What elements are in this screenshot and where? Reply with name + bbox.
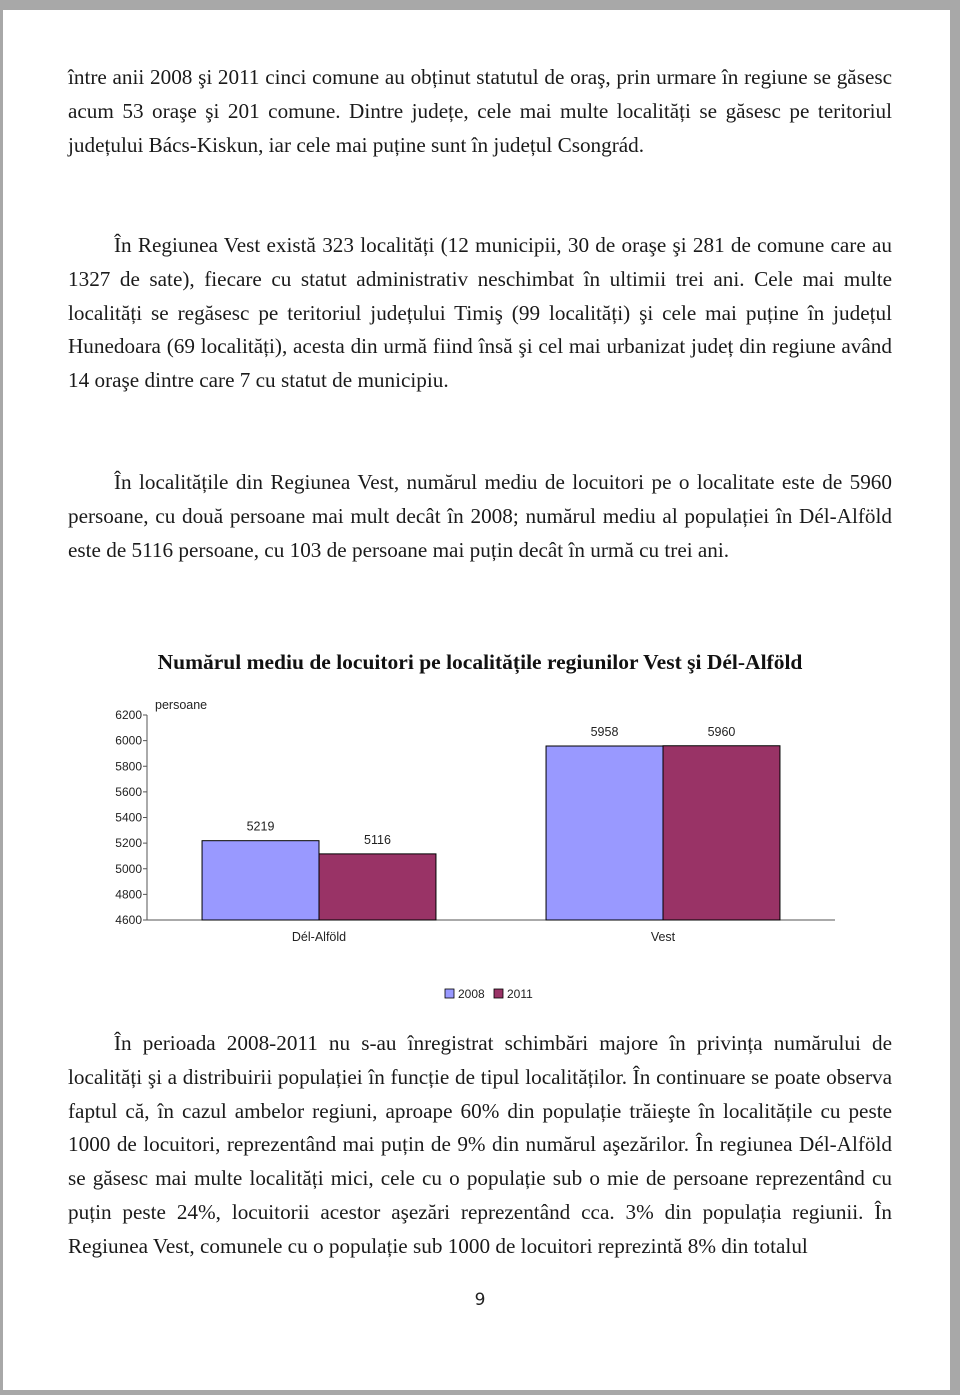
data-label: 5116 — [364, 832, 391, 847]
paragraph-2: În Regiunea Vest există 323 localități (12 municipii, 30 de oraşe şi 281 de comune care au 1327 de sate), fiecare cu statut administrativ neschimbat în ultimii trei ani. Cele mai multe localități se regăsesc pe teritoriul județului Timiş (99 localități) şi cele mai puține în județul Hunedoara (69 localități), acesta din urmă fiind însă şi cel mai urbanizat județ din regiune având 14 oraşe dintre care 7 cu statut de municipiu. — [68, 233, 892, 393]
data-label: 5960 — [707, 724, 736, 739]
legend-label: 2011 — [507, 987, 533, 1001]
bar — [663, 746, 780, 920]
legend-swatch — [494, 989, 503, 998]
y-tick-label: 6200 — [115, 708, 142, 722]
y-tick-label: 4600 — [115, 913, 142, 927]
paragraph-3: În localitățile din Regiunea Vest, numărul mediu de locuitori pe o localitate este de 5960 persoane, cu două persoane mai mult decât în 2008; numărul mediu al populației în Dél-Alföld este de 5116 persoane, cu 103 de persoane mai puțin decât în urmă cu trei ani. — [68, 470, 892, 562]
x-tick-label: Vest — [650, 930, 676, 944]
bar — [202, 841, 319, 920]
data-label: 5219 — [246, 819, 275, 834]
bar — [319, 854, 436, 920]
y-tick-label: 5200 — [115, 836, 142, 851]
legend-swatch — [445, 989, 454, 998]
page-number: 9 — [474, 1290, 486, 1310]
y-tick-label: 5800 — [115, 759, 142, 774]
x-tick-label: Dél-Alföld — [291, 930, 347, 944]
y-tick-label: 5000 — [115, 861, 142, 876]
y-axis-unit-label: persoane — [155, 698, 208, 712]
bar-chart — [0, 690, 960, 1010]
y-tick-label: 6000 — [115, 733, 142, 748]
chart-title: Numărul mediu de locuitori pe localitățile regiunilor Vest şi Dél-Alföld — [157, 650, 803, 674]
paragraph-1: între anii 2008 şi 2011 cinci comune au obținut statutul de oraş, prin urmare în regiune se găsesc acum 53 oraşe şi 201 comune. Dintre județe, cele mai multe localități se găsesc pe teritoriul județului Bács-Kiskun, iar cele mai puține sunt în județul Csongrád. — [68, 65, 892, 157]
paragraph-4: În perioada 2008-2011 nu s-au înregistrat schimbări majore în privința numărului de localități şi a distribuirii populației în funcție de tipul localităților. În continuare se poate observa faptul că, în cazul ambelor regiuni, aproape 60% din populație trăieşte în localitățile cu peste 1000 de locuitori, reprezentând mai puțin de 9% din numărul aşezărilor. În regiunea Dél-Alföld se găsesc mai multe localități mici, cele cu o populație sub o mie de persoane reprezentând cu puțin peste 24%, locuitorii acestor aşezări reprezentând cca. 3% din populația regiunii. În Regiunea Vest, comunele cu o populație sub 1000 de locuitori reprezintă 8% din totalul — [68, 1031, 892, 1258]
y-tick-label: 4800 — [115, 887, 142, 902]
y-tick-label: 5600 — [115, 784, 142, 799]
y-tick-label: 5400 — [115, 810, 142, 825]
legend-label: 2008 — [458, 987, 485, 1001]
data-label: 5958 — [590, 725, 619, 740]
bar — [546, 746, 663, 920]
